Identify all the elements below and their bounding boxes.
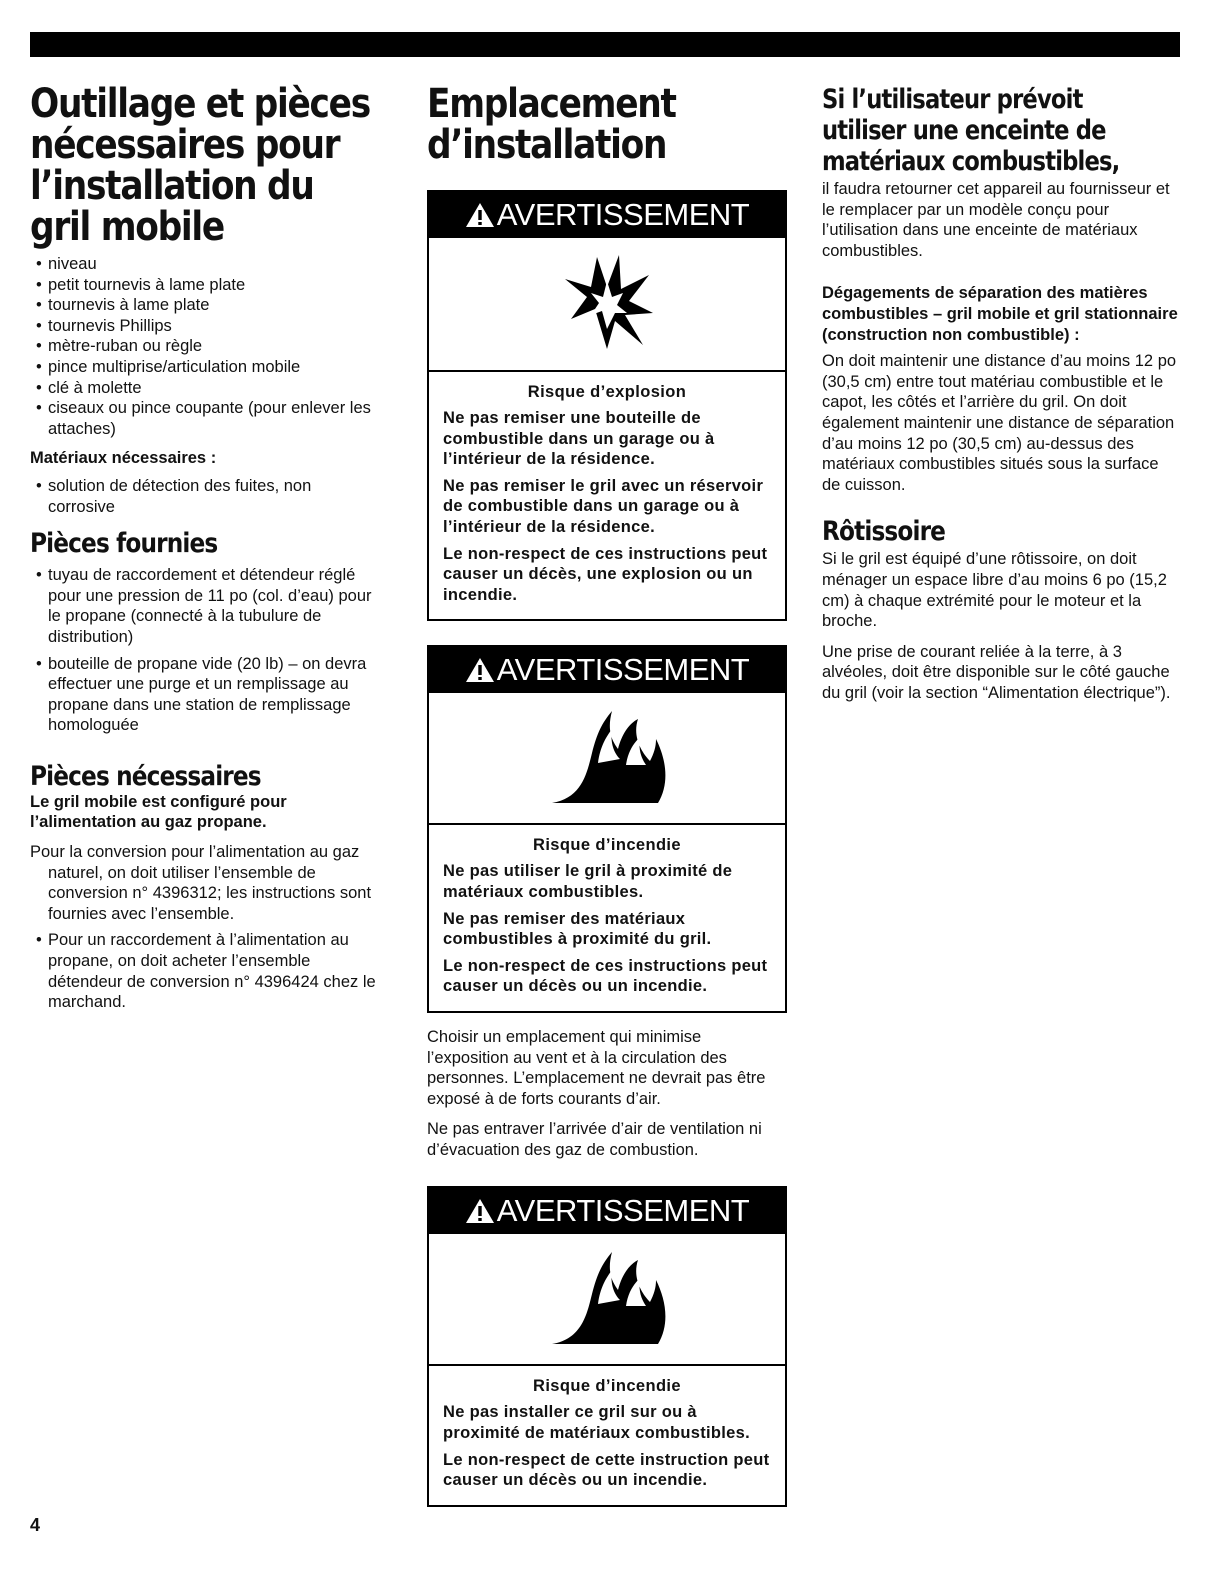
warning-title: Risque d’explosion (527, 383, 687, 401)
column-location (427, 81, 787, 1507)
warning-triangle-icon (465, 1198, 495, 1224)
list-item: • tuyau de raccordement et détendeur réglé pour une pression de 11 po (col. d’eau) pour le propane (connecté à la tubulure de distribution) (30, 565, 382, 647)
warning-triangle-icon (465, 202, 495, 228)
warning-line: Ne pas installer ce gril sur ou à proximité de matériaux combustibles. (443, 1403, 750, 1443)
warning-line: Ne pas utiliser le gril à proximité de matériaux combustibles. (443, 862, 733, 901)
clearance-heading: Dégagements de séparation des matières combustibles – gril mobile et gril stationnaire (construction non combustible) : (822, 284, 1178, 344)
warning-body (429, 825, 785, 1011)
list-item: • ciseaux ou pince coupante (pour enlever les attaches) (30, 398, 382, 439)
warning-header (429, 192, 785, 238)
page-number: 4 (30, 1515, 41, 1535)
required-bold: Le gril mobile est configuré pour l’alimentation au gaz propane. (30, 792, 287, 832)
warning-label: AVERTISSEMENT (496, 652, 750, 688)
warning-box (427, 645, 787, 1013)
warning-line: Le non-respect de ces instructions peut causer un décès, une explosion ou un incendie. (443, 544, 768, 604)
column-tools (30, 81, 382, 1013)
warning-triangle-icon (465, 657, 495, 683)
location-para-2: Ne pas entraver l’arrivée d’air de ventilation ni d’évacuation des gaz de combustion. (427, 1120, 762, 1159)
list-item: • pince multiprise/articulation mobile (30, 357, 382, 378)
warning-line: Ne pas remiser le gril avec un réservoir de combustible dans un garage ou à l’intérieur de la résidence. (443, 476, 764, 536)
list-item: • Pour un raccordement à l’alimentation au propane, on doit acheter l’ensemble détendeur de conversion n° 4396424 chez le marchand. (30, 930, 382, 1012)
rotisserie-para-1: Si le gril est équipé d’une rôtissoire, on doit ménager un espace libre d’au moins 6 po (15,2 cm) à chaque extrémité pour le moteur et la broche. (822, 550, 1167, 631)
column-enclosure (822, 84, 1180, 703)
rotisserie-para-2: Une prise de courant reliée à la terre, à 3 alvéoles, doit être disponible sur le côté gauche du gril (voir la section “Alimentation électrique”). (822, 642, 1171, 702)
rotisserie-heading: Rôtissoire (822, 516, 946, 548)
warning-title: Risque d’incendie (533, 1377, 681, 1396)
list-item: • niveau (30, 254, 382, 275)
clearance-para: On doit maintenir une distance d’au moins 12 po (30,5 cm) entre tout matériau combustible et le capot, les côtés et l’arrière du gril. On doit également maintenir une distance de séparation d’au moins 12 po (30,5 cm) au-dessus des matériaux combustibles situés sous la surface de cuisson. (822, 352, 1177, 494)
materials-list (30, 476, 382, 517)
materials-heading: Matériaux nécessaires : (30, 449, 217, 468)
tools-title: Outillage et pièces nécessaires pour l’installation du gril mobile (30, 81, 370, 250)
list-item: • petit tournevis à lame plate (30, 275, 382, 296)
warning-label: AVERTISSEMENT (496, 197, 750, 232)
warning-header (429, 647, 785, 693)
warning-line: Ne pas remiser une bouteille de combustible dans un garage ou à l’intérieur de la résidence. (443, 409, 715, 469)
supplied-list (30, 565, 382, 736)
list-item: • bouteille de propane vide (20 lb) – on devra effectuer une purge et un remplissage au propane dans une station de remplissage homologuée (30, 654, 382, 736)
warning-body (429, 1366, 785, 1504)
warning-line: Le non-respect de ces instructions peut causer un décès ou un incendie. (443, 956, 768, 996)
location-para-1: Choisir un emplacement qui minimise l’exposition au vent et à la circulation des personnes. L’emplacement ne devrait pas être exposé à de forts courants d’air. (427, 1027, 766, 1108)
list-item: • solution de détection des fuites, non corrosive (30, 476, 382, 517)
warning-header (429, 1188, 785, 1234)
required-para: Pour la conversion pour l’alimentation au gaz naturel, on doit utiliser l’ensemble de conversion n° 4396312; les instructions sont fournies avec l’ensemble. (30, 843, 372, 923)
required-list (30, 930, 382, 1012)
warning-box (427, 190, 787, 621)
enclosure-heading: Si l’utilisateur prévoit utiliser une enceinte de matériaux combustibles, (822, 84, 1120, 177)
tools-list (30, 254, 382, 439)
warning-label: AVERTISSEMENT (496, 1193, 750, 1229)
fire-icon (429, 693, 785, 825)
enclosure-intro: il faudra retourner cet appareil au fournisseur et le remplacer par un modèle conçu pour l’utilisation dans une enceinte de matériaux combustibles. (822, 180, 1170, 260)
warning-title: Risque d’incendie (533, 836, 681, 855)
warning-line: Ne pas remiser des matériaux combustibles à proximité du gril. (443, 909, 712, 949)
warning-body (429, 372, 785, 619)
location-title: Emplacement d’installation (427, 81, 676, 168)
supplied-heading: Pièces fournies (30, 528, 218, 560)
list-item: • mètre-ruban ou règle (30, 336, 382, 357)
list-item: • tournevis Phillips (30, 316, 382, 337)
fire-icon (429, 1234, 785, 1366)
warning-box (427, 1186, 787, 1506)
required-heading: Pièces nécessaires (30, 760, 261, 792)
header-bar (30, 32, 1180, 57)
warning-line: Le non-respect de cette instruction peut causer un décès ou un incendie. (443, 1450, 770, 1490)
explosion-icon (429, 238, 785, 372)
list-item: • clé à molette (30, 378, 382, 399)
list-item: • tournevis à lame plate (30, 295, 382, 316)
